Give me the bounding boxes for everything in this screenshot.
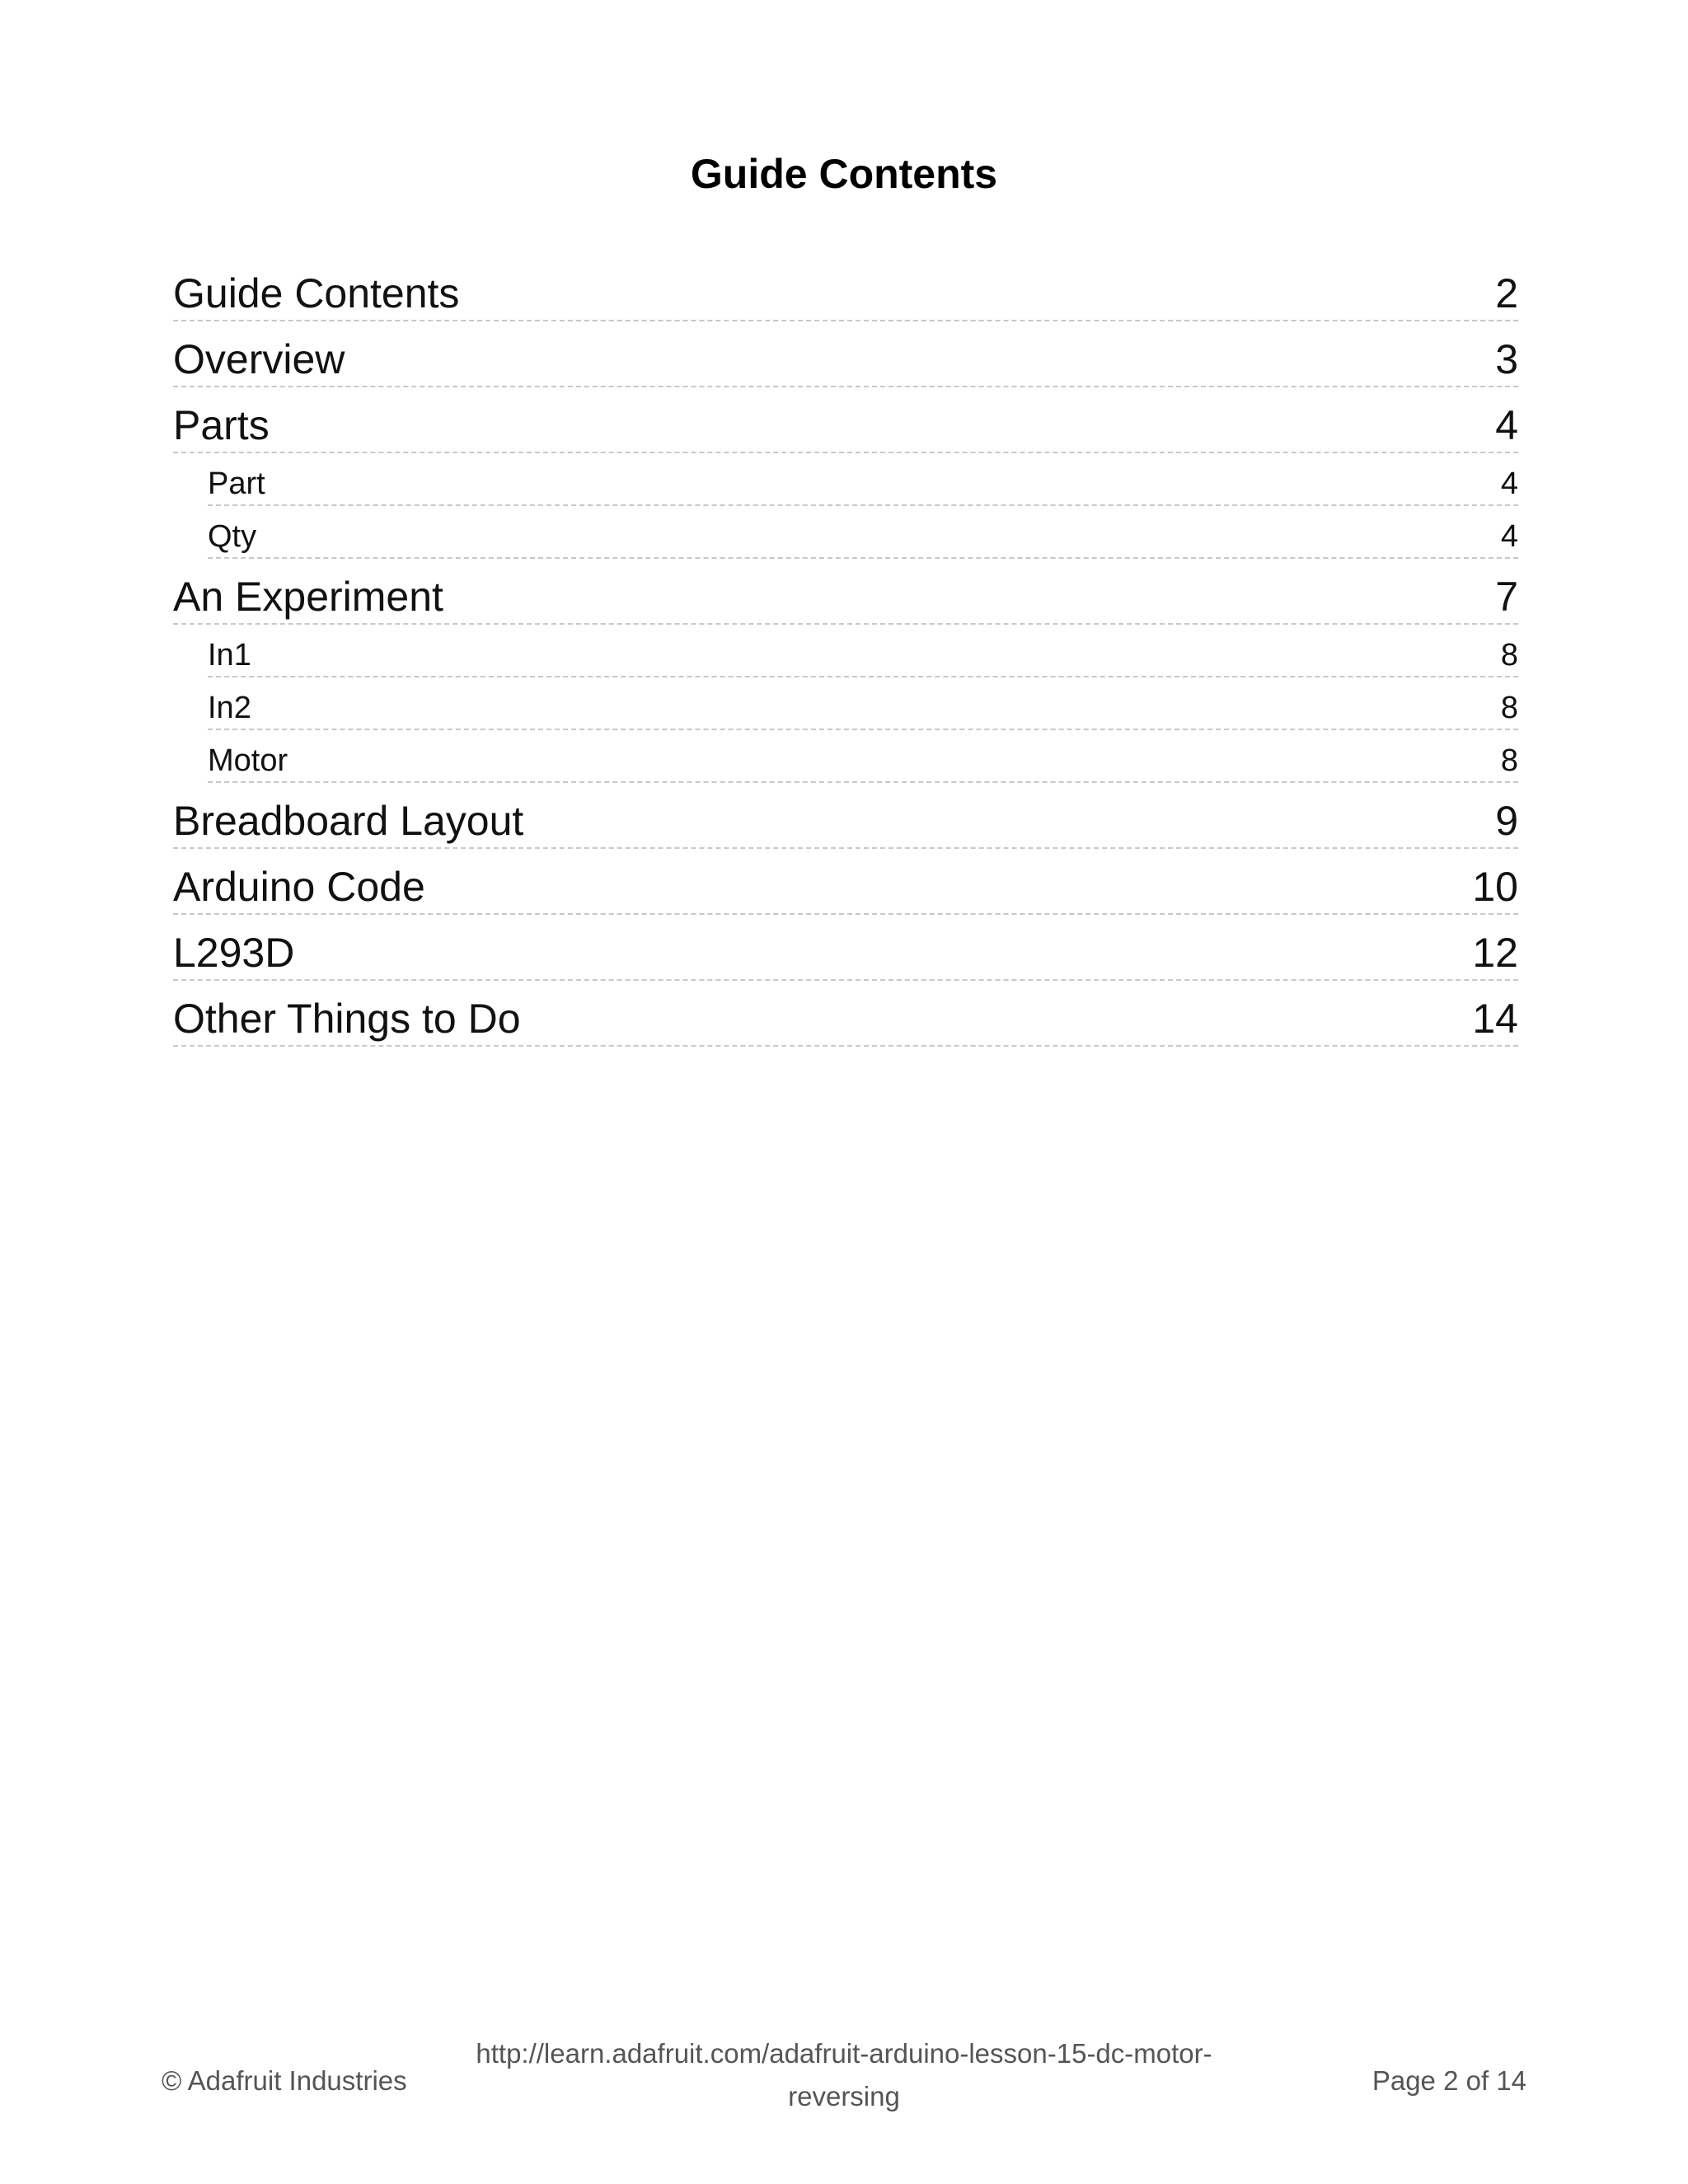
toc-entry-guide-contents[interactable] — [173, 255, 1518, 321]
toc-subentry-motor[interactable] — [208, 730, 1518, 783]
toc-entry-breadboard-layout[interactable] — [173, 783, 1518, 849]
toc-entry-page: 8 — [1500, 743, 1518, 778]
toc-entry-page: 3 — [1495, 336, 1518, 382]
toc-entry-label: Arduino Code — [173, 864, 425, 910]
toc-entry-label: Qty — [208, 519, 257, 554]
footer-url-link[interactable] — [462, 2032, 1226, 2118]
toc-entry-label: Parts — [173, 402, 270, 448]
toc-entry-label: An Experiment — [173, 574, 443, 620]
toc-entry-arduino-code[interactable] — [173, 849, 1518, 915]
toc-entry-overview[interactable] — [173, 321, 1518, 387]
toc-entry-label: Motor — [208, 743, 288, 778]
toc-entry-parts[interactable] — [173, 387, 1518, 453]
toc-entry-page: 4 — [1500, 519, 1518, 554]
toc-subentry-qty[interactable] — [208, 506, 1518, 559]
footer-url-line-2: reversing — [788, 2081, 900, 2111]
toc-entry-other-things-to-do[interactable] — [173, 981, 1518, 1047]
toc-entry-page: 2 — [1495, 270, 1518, 316]
toc-entry-label: Overview — [173, 336, 345, 382]
toc-entry-label: Guide Contents — [173, 270, 460, 316]
page-title: Guide Contents — [690, 151, 998, 197]
table-of-contents — [173, 255, 1518, 1047]
toc-entry-page: 10 — [1472, 864, 1518, 910]
toc-entry-label: In1 — [208, 638, 251, 673]
footer-copyright: © Adafruit Industries — [162, 2065, 407, 2096]
toc-entry-label: L293D — [173, 930, 295, 976]
toc-entry-an-experiment[interactable] — [173, 559, 1518, 625]
toc-entry-page: 8 — [1500, 638, 1518, 673]
toc-entry-label: Breadboard Layout — [173, 798, 524, 844]
toc-entry-label: Other Things to Do — [173, 996, 521, 1042]
toc-entry-page: 12 — [1472, 930, 1518, 976]
toc-entry-page: 4 — [1500, 466, 1518, 501]
footer-url-line-1: http://learn.adafruit.com/adafruit-arduino-lesson-15-dc-motor- — [476, 2038, 1212, 2069]
toc-entry-page: 4 — [1495, 402, 1518, 448]
toc-entry-page: 7 — [1495, 574, 1518, 620]
toc-subentry-in1[interactable] — [208, 625, 1518, 677]
toc-subentry-in2[interactable] — [208, 677, 1518, 730]
toc-entry-label: In2 — [208, 691, 251, 725]
toc-entry-page: 14 — [1472, 996, 1518, 1042]
toc-entry-label: Part — [208, 466, 265, 501]
toc-entry-page: 8 — [1500, 691, 1518, 725]
footer-page-number: Page 2 of 14 — [1372, 2065, 1526, 2096]
toc-entry-l293d[interactable] — [173, 915, 1518, 981]
toc-subentry-part[interactable] — [208, 453, 1518, 506]
page-footer — [0, 2032, 1688, 2123]
toc-entry-page: 9 — [1495, 798, 1518, 844]
